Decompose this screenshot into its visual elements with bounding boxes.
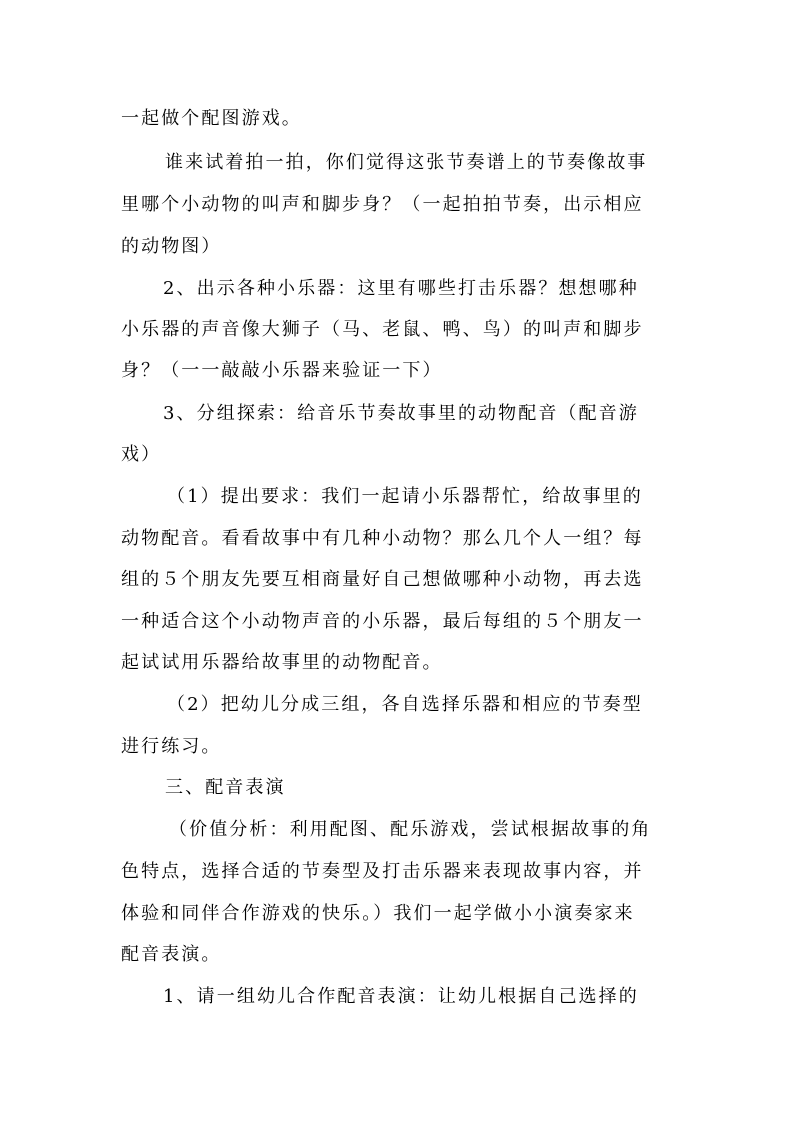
text-line-16: 进行练习。 xyxy=(121,736,222,757)
text-line-1: 一起做个配图游戏。 xyxy=(121,108,302,129)
text-line-12: 组的５个朋友先要互相商量好自己想做哪种小动物，再去选 xyxy=(121,569,644,590)
text-line-10: （1）提出要求：我们一起请小乐器帮忙，给故事里的 xyxy=(167,486,643,507)
text-line-18: （价值分析：利用配图、配乐游戏，尝试根据故事的角 xyxy=(169,819,652,840)
text-line-22: 1、请一组幼儿合作配音表演：让幼儿根据自己选择的 xyxy=(163,986,639,1007)
text-line-3: 里哪个小动物的叫声和脚步身？（一起拍拍节奏，出示相应 xyxy=(121,194,644,215)
text-line-5: 2、出示各种小乐器：这里有哪些打击乐器？想想哪种 xyxy=(163,278,639,299)
text-line-19: 色特点，选择合适的节奏型及打击乐器来表现故事内容，并 xyxy=(121,861,644,882)
text-line-11: 动物配音。看看故事中有几种小动物？那么几个人一组？每 xyxy=(121,528,644,549)
text-line-20: 体验和同伴合作游戏的快乐。）我们一起学做小小演奏家来 xyxy=(121,903,635,924)
text-line-14: 起试试用乐器给故事里的动物配音。 xyxy=(121,652,443,673)
text-line-8: 3、分组探索：给音乐节奏故事里的动物配音（配音游 xyxy=(163,403,639,424)
text-line-21: 配音表演。 xyxy=(121,944,222,965)
text-line-2: 谁来试着拍一拍，你们觉得这张节奏谱上的节奏像故事 xyxy=(165,152,648,173)
text-line-7: 身？（一一敲敲小乐器来验证一下） xyxy=(121,360,443,381)
text-line-15: （2）把幼儿分成三组，各自选择乐器和相应的节奏型 xyxy=(167,694,643,715)
text-line-9: 戏） xyxy=(121,444,162,465)
text-line-4: 的动物图） xyxy=(121,236,222,257)
text-line-6: 小乐器的声音像大狮子（马、老鼠、鸭、鸟）的叫声和脚步 xyxy=(121,319,644,340)
text-line-17: 三、配音表演 xyxy=(165,777,286,798)
text-line-13: 一种适合这个小动物声音的小乐器，最后每组的５个朋友一 xyxy=(121,611,644,632)
